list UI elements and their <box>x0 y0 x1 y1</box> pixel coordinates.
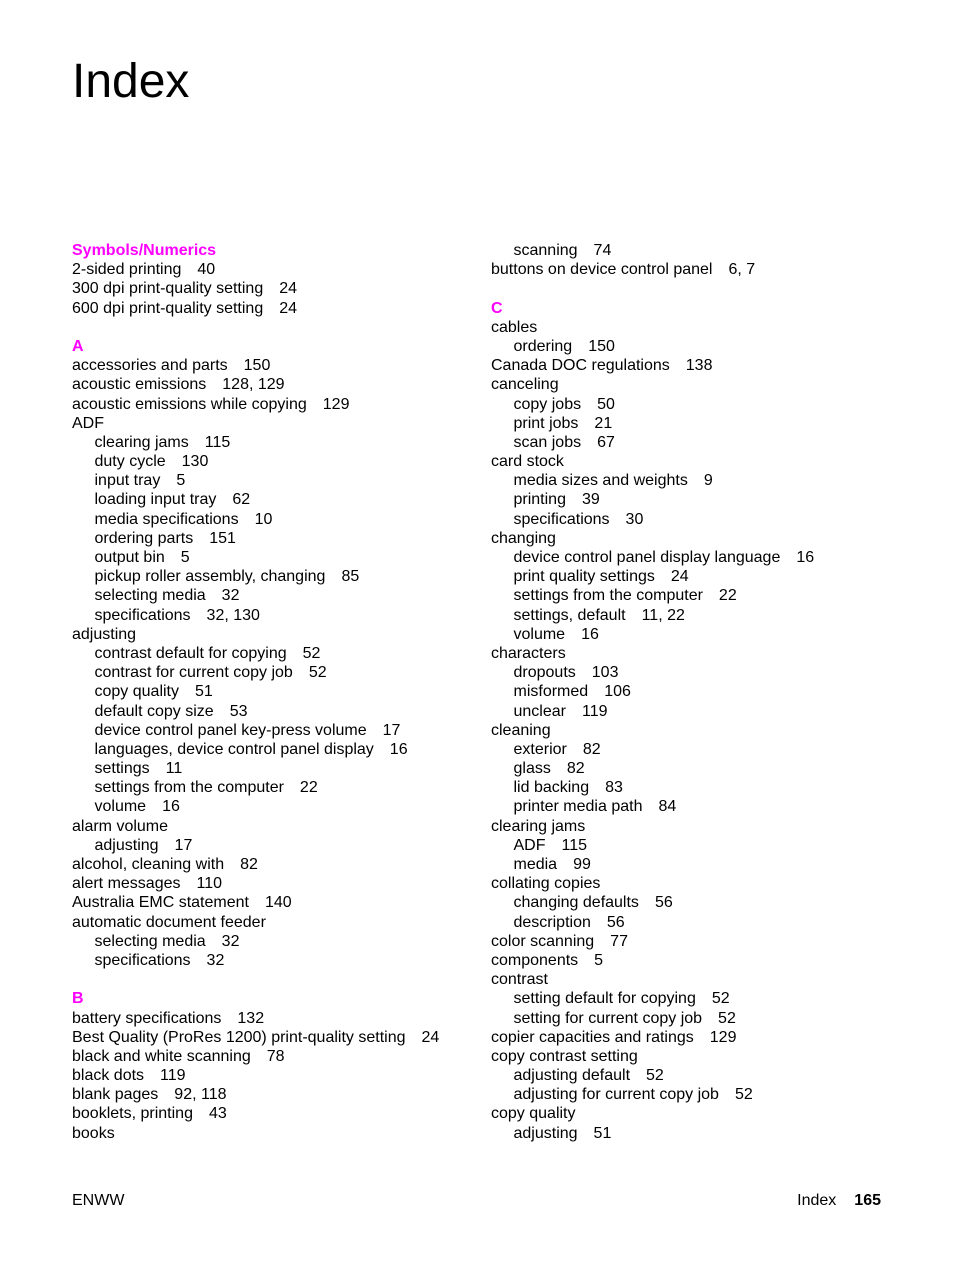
index-term: dropouts <box>513 664 576 682</box>
index-term: battery specifications <box>72 1009 222 1027</box>
index-term: clearing jams <box>491 817 586 835</box>
index-term: card stock <box>491 453 564 471</box>
index-term: specifications <box>94 951 191 969</box>
index-entry <box>72 395 472 414</box>
index-subentry <box>72 682 472 701</box>
index-term: media specifications <box>94 510 239 528</box>
index-term: print jobs <box>513 414 579 432</box>
index-column-right <box>491 241 891 1143</box>
index-term: accessories and parts <box>72 357 228 375</box>
index-term: automatic document feeder <box>72 913 266 931</box>
index-subentry <box>491 1085 891 1104</box>
index-term: setting default for copying <box>513 990 696 1008</box>
page-reference: 83 <box>605 779 623 797</box>
index-subentry <box>72 778 472 797</box>
index-subentry <box>72 932 472 951</box>
index-subentry <box>491 606 891 625</box>
index-subentry <box>491 740 891 759</box>
index-term: settings <box>94 760 150 778</box>
index-subentry <box>491 241 891 260</box>
index-term: misformed <box>513 683 589 701</box>
index-entry <box>491 260 891 279</box>
index-subentry <box>491 567 891 586</box>
index-section-heading: C <box>491 299 503 317</box>
index-entry <box>491 318 891 337</box>
index-term: ordering <box>513 337 573 355</box>
page-reference: 150 <box>588 337 615 355</box>
index-entry <box>491 375 891 394</box>
page-reference: 82 <box>240 856 258 873</box>
page-reference: 77 <box>610 932 628 950</box>
index-term: settings from the computer <box>94 779 284 797</box>
index-entry <box>72 1124 472 1143</box>
index-term: scan jobs <box>513 433 582 451</box>
index-term: alcohol, cleaning with <box>72 856 225 873</box>
index-subentry <box>491 586 891 605</box>
index-term: exterior <box>513 740 567 758</box>
page-reference: 24 <box>670 568 689 586</box>
footer-left-label: ENWW <box>72 1192 125 1209</box>
page-reference: 138 <box>685 357 713 375</box>
page-reference: 17 <box>382 721 401 739</box>
index-term: 2-sided printing <box>72 261 182 279</box>
index-entry <box>491 1047 891 1066</box>
page-reference: 56 <box>606 913 625 931</box>
spacer <box>491 279 891 298</box>
page-reference: 74 <box>593 242 612 259</box>
page-reference: 50 <box>597 395 615 413</box>
page-reference: 67 <box>597 433 615 451</box>
index-term: specifications <box>513 510 610 528</box>
index-section-heading: Symbols/Numerics <box>72 242 217 259</box>
index-term: unclear <box>513 702 566 720</box>
index-entry <box>491 874 891 893</box>
page-reference: 11 <box>165 760 183 778</box>
index-term: changing defaults <box>513 894 639 912</box>
index-term: adjusting default <box>513 1067 631 1085</box>
index-entry <box>491 1104 891 1123</box>
index-term: volume <box>94 798 147 816</box>
index-term: printer media path <box>513 798 643 816</box>
index-subentry <box>72 606 472 625</box>
index-term: selecting media <box>94 932 206 950</box>
index-term: media sizes and weights <box>513 472 688 490</box>
index-term: cleaning <box>491 721 551 739</box>
index-subentry <box>72 433 472 452</box>
index-subentry <box>491 1124 891 1143</box>
index-entry <box>491 932 891 951</box>
index-term: settings, default <box>513 606 626 624</box>
index-term: Canada DOC regulations <box>491 357 670 375</box>
index-entry <box>491 356 891 375</box>
page-reference: 52 <box>308 664 327 682</box>
page-reference: 39 <box>581 491 600 509</box>
index-subentry <box>72 721 472 740</box>
index-subentry <box>72 836 472 855</box>
page-reference: 56 <box>654 894 673 912</box>
index-term: volume <box>513 625 566 643</box>
page-reference: 52 <box>711 990 730 1008</box>
index-term: input tray <box>94 472 161 490</box>
index-entry <box>72 1047 472 1066</box>
index-subentry <box>72 471 472 490</box>
index-term: Australia EMC statement <box>72 894 249 912</box>
page-reference: 129 <box>322 395 350 413</box>
page-reference: 130 <box>181 453 209 471</box>
index-term: lid backing <box>513 779 590 797</box>
index-term: copy quality <box>491 1105 576 1123</box>
index-subentry <box>491 471 891 490</box>
index-term: ordering parts <box>94 529 194 547</box>
page-reference: 43 <box>208 1105 227 1123</box>
index-subentry <box>72 529 472 548</box>
index-term: characters <box>491 644 566 662</box>
page-reference: 129 <box>709 1028 737 1046</box>
index-term: 600 dpi print-quality setting <box>72 299 264 317</box>
page-reference: 22 <box>299 779 318 797</box>
index-term: adjusting for current copy job <box>513 1086 719 1104</box>
index-term: alert messages <box>72 875 181 893</box>
page-reference: 30 <box>625 510 644 528</box>
index-entry <box>72 1009 472 1028</box>
page-reference: 5 <box>176 472 186 490</box>
index-subentry <box>491 395 891 414</box>
index-term: output bin <box>94 549 165 566</box>
footer-right <box>797 1191 881 1210</box>
page-reference: 6, 7 <box>728 261 756 279</box>
page-reference: 16 <box>581 625 599 643</box>
index-term: canceling <box>491 376 559 394</box>
index-term: print quality settings <box>513 568 655 586</box>
page-reference: 11, 22 <box>641 606 685 624</box>
page-reference: 52 <box>734 1086 753 1104</box>
index-entry <box>72 1066 472 1085</box>
page-reference: 52 <box>646 1067 664 1085</box>
index-subentry <box>491 778 891 797</box>
index-entry <box>72 1085 472 1104</box>
page-title: Index <box>72 55 190 108</box>
index-subentry <box>72 951 472 970</box>
index-term: 300 dpi print-quality setting <box>72 280 264 298</box>
index-subentry <box>491 989 891 1008</box>
index-term: ADF <box>513 836 546 854</box>
index-subentry <box>491 759 891 778</box>
page-reference: 119 <box>160 1067 186 1085</box>
index-subentry <box>491 893 891 912</box>
page-reference: 82 <box>566 760 585 778</box>
index-term: setting for current copy job <box>513 1009 703 1027</box>
index-term: copy contrast setting <box>491 1047 638 1065</box>
page-reference: 99 <box>573 856 591 873</box>
page-reference: 115 <box>204 433 231 451</box>
index-term: selecting media <box>94 587 206 605</box>
page-reference: 62 <box>232 491 251 509</box>
page-reference: 151 <box>209 529 236 547</box>
index-subentry <box>72 567 472 586</box>
index-entry <box>72 893 472 912</box>
page-reference: 140 <box>264 894 292 912</box>
index-section-heading: B <box>72 990 84 1008</box>
index-term: languages, device control panel display <box>94 740 374 758</box>
index-subentry <box>491 337 891 356</box>
page-reference: 9 <box>703 472 713 490</box>
index-entry <box>491 644 891 663</box>
page-reference: 32, 130 <box>206 606 260 624</box>
index-entry <box>72 414 472 433</box>
index-term: Best Quality (ProRes 1200) print-quality setting <box>72 1028 406 1046</box>
page-reference: 40 <box>197 261 216 279</box>
page-reference: 22 <box>718 587 737 605</box>
page-reference: 106 <box>604 683 631 701</box>
index-subentry <box>72 663 472 682</box>
index-term: books <box>72 1124 115 1142</box>
index-entry <box>72 874 472 893</box>
index-term: buttons on device control panel <box>491 261 713 279</box>
index-entry <box>72 299 472 318</box>
index-entry <box>491 817 891 836</box>
page-reference: 52 <box>302 644 321 662</box>
index-term: media <box>513 856 558 873</box>
index-term: settings from the computer <box>513 587 703 605</box>
index-subentry <box>491 414 891 433</box>
page-reference: 24 <box>279 280 298 298</box>
page-reference: 5 <box>180 549 190 566</box>
index-entry <box>491 970 891 989</box>
index-subentry <box>72 797 472 816</box>
index-subentry <box>491 1009 891 1028</box>
page-reference: 110 <box>196 875 223 893</box>
index-term: loading input tray <box>94 491 217 509</box>
page-number: 165 <box>854 1192 881 1209</box>
page-reference: 115 <box>561 836 588 854</box>
page-reference: 128, 129 <box>222 376 285 394</box>
index-subentry <box>491 510 891 529</box>
page-reference: 103 <box>591 664 619 682</box>
page-reference: 5 <box>594 951 604 969</box>
index-term: alarm volume <box>72 817 169 835</box>
index-entry <box>491 721 891 740</box>
index-entry <box>491 452 891 471</box>
index-entry <box>491 1028 891 1047</box>
index-term: changing <box>491 529 556 547</box>
index-subentry <box>72 586 472 605</box>
page-reference: 53 <box>229 702 248 720</box>
index-subentry <box>491 490 891 509</box>
index-term: printing <box>513 491 566 509</box>
index-term: specifications <box>94 606 191 624</box>
index-term: copier capacities and ratings <box>491 1028 694 1046</box>
index-subentry <box>491 797 891 816</box>
index-subentry <box>491 682 891 701</box>
index-entry <box>72 625 472 644</box>
page-reference: 16 <box>162 798 180 816</box>
index-entry <box>72 1104 472 1123</box>
page-reference: 150 <box>243 357 271 375</box>
page-reference: 84 <box>658 798 677 816</box>
page-reference: 51 <box>593 1124 612 1142</box>
index-term: description <box>513 913 591 931</box>
index-section-heading: A <box>72 337 84 355</box>
page-reference: 32 <box>221 932 240 950</box>
index-term: blank pages <box>72 1086 159 1104</box>
index-subentry <box>491 702 891 721</box>
index-subentry <box>72 702 472 721</box>
index-term: contrast <box>491 971 548 989</box>
page-reference: 85 <box>341 568 360 586</box>
page-reference: 51 <box>195 683 213 701</box>
index-term: scanning <box>513 242 578 259</box>
index-entry <box>72 817 472 836</box>
page-reference: 92, 118 <box>174 1086 227 1104</box>
index-subentry <box>491 913 891 932</box>
index-term: device control panel display language <box>513 549 781 566</box>
index-subentry <box>491 548 891 567</box>
index-subentry <box>491 836 891 855</box>
index-entry <box>72 279 472 298</box>
page-reference: 32 <box>206 951 225 969</box>
page-reference: 52 <box>718 1009 736 1027</box>
index-term: adjusting <box>94 836 159 854</box>
index-term: adjusting <box>513 1124 578 1142</box>
page-reference: 24 <box>279 299 298 317</box>
index-term: color scanning <box>491 932 595 950</box>
index-subentry <box>491 433 891 452</box>
index-term: copy jobs <box>513 395 582 413</box>
index-term: device control panel key-press volume <box>94 721 367 739</box>
index-term: contrast default for copying <box>94 644 287 662</box>
index-entry <box>72 1028 472 1047</box>
page-reference: 16 <box>389 740 408 758</box>
footer-section-label: Index <box>797 1192 837 1209</box>
index-entry <box>491 529 891 548</box>
index-entry <box>491 951 891 970</box>
index-entry <box>72 356 472 375</box>
page-reference: 24 <box>421 1028 440 1046</box>
index-subentry <box>72 510 472 529</box>
index-term: default copy size <box>94 702 214 720</box>
index-term: black dots <box>72 1067 145 1085</box>
index-subentry <box>72 740 472 759</box>
index-term: components <box>491 951 579 969</box>
index-entry <box>72 913 472 932</box>
index-subentry <box>72 490 472 509</box>
index-entry <box>72 855 472 874</box>
index-term: pickup roller assembly, changing <box>94 568 326 586</box>
index-term: booklets, printing <box>72 1105 193 1123</box>
index-term: ADF <box>72 414 104 432</box>
index-subentry <box>491 855 891 874</box>
index-term: duty cycle <box>94 453 166 471</box>
index-term: contrast for current copy job <box>94 664 293 682</box>
index-term: acoustic emissions <box>72 376 207 394</box>
index-term: black and white scanning <box>72 1047 251 1065</box>
page-reference: 119 <box>581 702 608 720</box>
index-subentry <box>72 759 472 778</box>
page-reference: 16 <box>796 549 815 566</box>
index-entry <box>72 260 472 279</box>
page-reference: 32 <box>221 587 240 605</box>
index-term: cables <box>491 318 538 336</box>
index-column-left <box>72 241 472 1143</box>
index-subentry <box>72 548 472 567</box>
index-subentry <box>491 625 891 644</box>
index-term: collating copies <box>491 875 601 893</box>
page-reference: 82 <box>582 740 601 758</box>
index-subentry <box>72 644 472 663</box>
spacer <box>72 970 472 989</box>
index-subentry <box>491 1066 891 1085</box>
index-subentry <box>491 663 891 682</box>
index-term: clearing jams <box>94 433 189 451</box>
spacer <box>72 318 472 337</box>
index-term: glass <box>513 760 551 778</box>
index-term: copy quality <box>94 683 179 701</box>
index-entry <box>72 375 472 394</box>
index-term: adjusting <box>72 625 137 643</box>
page-reference: 10 <box>254 510 273 528</box>
page-reference: 78 <box>266 1047 285 1065</box>
page-reference: 21 <box>594 414 613 432</box>
page-reference: 132 <box>237 1009 265 1027</box>
index-subentry <box>72 452 472 471</box>
index-term: acoustic emissions while copying <box>72 395 307 413</box>
page-reference: 17 <box>174 836 193 854</box>
